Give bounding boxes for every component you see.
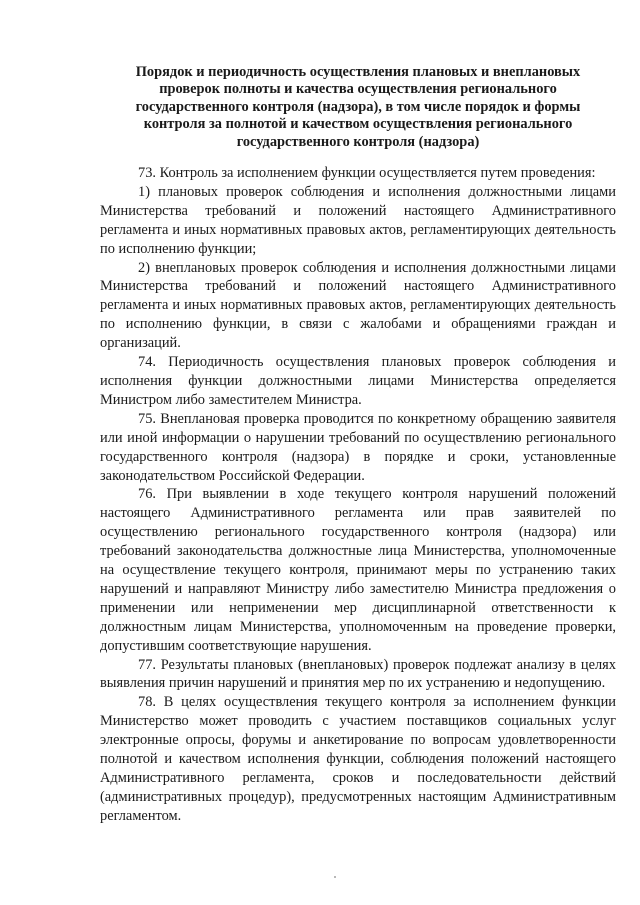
paragraph-74: 74. Периодичность осуществления плановых проверок соблюдения и исполнения функции должностными лицами Министерства определяется Министром либо заместителем Министра. bbox=[100, 354, 616, 408]
heading-line: контроля за полнотой и качеством осуществления регионального bbox=[143, 116, 573, 133]
paragraph-76: 76. При выявлении в ходе текущего контроля нарушений положений настоящего Административного регламента или прав заявителей по осуществлению регионального государственного контроля (надзора) или требований законодательства должностные лица Министерства, уполномоченные на осуществление текущего контроля, принимают меры по устранению таких нарушений и направляют Министру либо заместителю Министра предложения о применении или неприменении мер дисциплинарной ответственности к должностным лицам Министерства, уполномоченным на проведение проверки, допустившим соответствующие нарушения. bbox=[100, 486, 616, 654]
paragraph-73: 73. Контроль за исполнением функции осуществляется путем проведения: bbox=[138, 165, 596, 181]
section-heading bbox=[100, 64, 616, 151]
paragraph-77: 77. Результаты плановых (внеплановых) проверок подлежат анализу в целях выявления причин нарушений и принятия мер по их устранению и недопущению. bbox=[100, 656, 616, 692]
paragraph-78: 78. В целях осуществления текущего контроля за исполнением функции Министерство может проводить с участием поставщиков социальных услуг электронные опросы, форумы и анкетирование по вопросам удовлетворенности полнотой и качеством исполнения функции, соблюдения положений настоящего Административного регламента, сроков и последовательности действий (административных процедур), предусмотренных настоящим Административным регламентом. bbox=[100, 694, 616, 824]
scan-speck bbox=[334, 876, 336, 878]
document-body bbox=[100, 164, 616, 826]
heading-line: государственного контроля (надзора) bbox=[236, 133, 480, 150]
heading-line: проверок полноты и качества осуществления регионального bbox=[159, 81, 557, 98]
heading-line: государственного контроля (надзора), в том числе порядок и формы bbox=[135, 98, 581, 115]
heading-line: Порядок и периодичность осуществления плановых и внеплановых bbox=[135, 64, 581, 80]
paragraph-73-item-1: 1) плановых проверок соблюдения и исполнения должностными лицами Министерства требований и положений настоящего Административного регламента и иных нормативных правовых актов, регламентирующих деятельность по исполнению функции; bbox=[100, 183, 616, 257]
paragraph-73-item-2: 2) внеплановых проверок соблюдения и исполнения должностными лицами Министерства требований и положений настоящего Административного регламента и иных нормативных правовых актов, регламентирующих деятельность по исполнению функции, в связи с жалобами и обращениями граждан и организаций. bbox=[100, 259, 616, 352]
paragraph-75: 75. Внеплановая проверка проводится по конкретному обращению заявителя или иной информации о нарушении требований по осуществлению регионального государственного контроля (надзора) в порядке и сроки, установленные законодательством Российской Федерации. bbox=[100, 410, 616, 484]
